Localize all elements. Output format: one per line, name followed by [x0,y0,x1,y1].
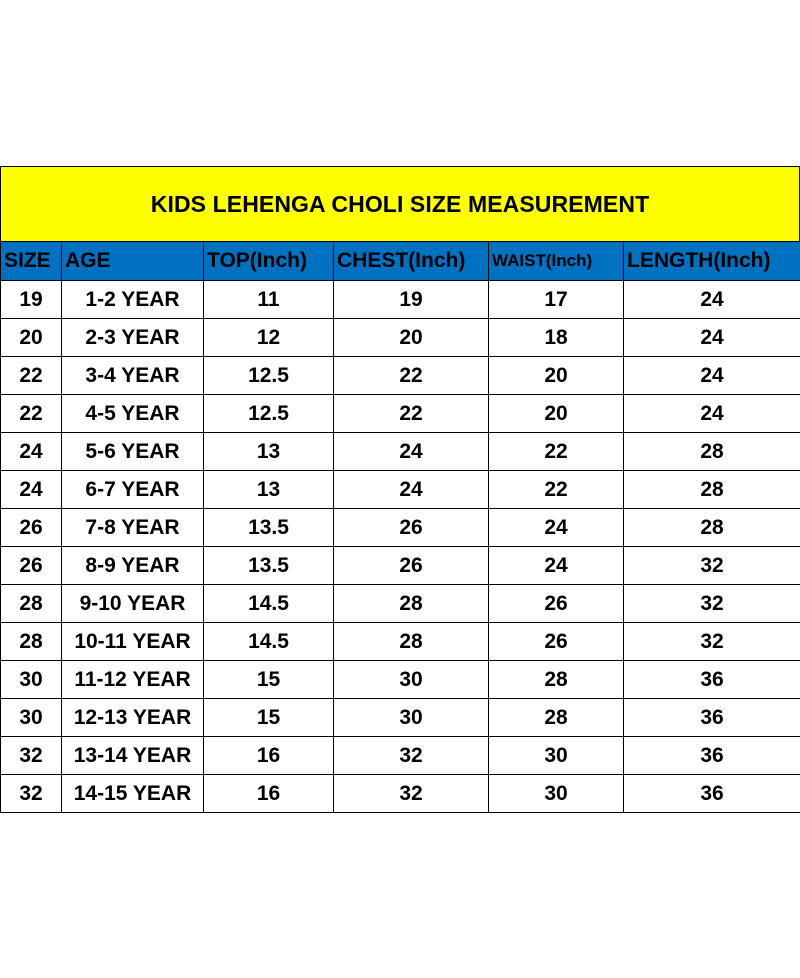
top-cell: 11 [204,281,334,319]
size-cell: 24 [1,433,62,471]
chest-cell: 24 [334,433,489,471]
top-cell: 16 [204,775,334,813]
table-row [1,395,800,433]
header-length: LENGTH(Inch) [624,242,800,281]
table-body [1,281,800,813]
age-cell: 9-10 YEAR [62,585,204,623]
size-cell: 20 [1,319,62,357]
length-cell: 32 [624,623,800,661]
top-cell: 13 [204,471,334,509]
top-cell: 12.5 [204,395,334,433]
table-row [1,357,800,395]
waist-cell: 20 [489,395,624,433]
chest-cell: 30 [334,699,489,737]
size-cell: 32 [1,737,62,775]
top-cell: 12 [204,319,334,357]
top-cell: 14.5 [204,585,334,623]
size-cell: 28 [1,623,62,661]
waist-cell: 30 [489,775,624,813]
waist-cell: 18 [489,319,624,357]
table-row [1,281,800,319]
table-row [1,775,800,813]
length-cell: 36 [624,661,800,699]
length-cell: 24 [624,281,800,319]
length-cell: 24 [624,357,800,395]
size-cell: 22 [1,357,62,395]
length-cell: 28 [624,471,800,509]
top-cell: 16 [204,737,334,775]
length-cell: 36 [624,775,800,813]
age-cell: 5-6 YEAR [62,433,204,471]
age-cell: 12-13 YEAR [62,699,204,737]
length-cell: 24 [624,395,800,433]
top-cell: 14.5 [204,623,334,661]
chest-cell: 22 [334,357,489,395]
age-cell: 10-11 YEAR [62,623,204,661]
length-cell: 32 [624,585,800,623]
measurement-table [0,241,800,813]
header-size: SIZE [1,242,62,281]
age-cell: 7-8 YEAR [62,509,204,547]
chest-cell: 19 [334,281,489,319]
chest-cell: 32 [334,775,489,813]
waist-cell: 26 [489,623,624,661]
waist-cell: 22 [489,433,624,471]
top-cell: 15 [204,699,334,737]
length-cell: 36 [624,699,800,737]
top-cell: 12.5 [204,357,334,395]
top-cell: 13 [204,433,334,471]
waist-cell: 26 [489,585,624,623]
length-cell: 28 [624,433,800,471]
length-cell: 24 [624,319,800,357]
table-row [1,471,800,509]
waist-cell: 17 [489,281,624,319]
size-cell: 26 [1,547,62,585]
chest-cell: 24 [334,471,489,509]
age-cell: 13-14 YEAR [62,737,204,775]
title-bar [0,166,800,241]
header-top: TOP(Inch) [204,242,334,281]
table-row [1,547,800,585]
age-cell: 4-5 YEAR [62,395,204,433]
length-cell: 28 [624,509,800,547]
length-cell: 36 [624,737,800,775]
waist-cell: 24 [489,547,624,585]
table-row [1,623,800,661]
chest-cell: 28 [334,623,489,661]
header-age: AGE [62,242,204,281]
waist-cell: 28 [489,661,624,699]
chest-cell: 26 [334,509,489,547]
chest-cell: 22 [334,395,489,433]
header-row [1,242,800,281]
waist-cell: 30 [489,737,624,775]
table-row [1,319,800,357]
top-cell: 15 [204,661,334,699]
top-cell: 13.5 [204,509,334,547]
chest-cell: 30 [334,661,489,699]
age-cell: 11-12 YEAR [62,661,204,699]
size-chart [0,166,800,813]
table-row [1,433,800,471]
size-cell: 32 [1,775,62,813]
age-cell: 2-3 YEAR [62,319,204,357]
waist-cell: 24 [489,509,624,547]
waist-cell: 22 [489,471,624,509]
chest-cell: 28 [334,585,489,623]
age-cell: 8-9 YEAR [62,547,204,585]
chest-cell: 20 [334,319,489,357]
size-cell: 24 [1,471,62,509]
table-row [1,737,800,775]
chart-title: KIDS LEHENGA CHOLI SIZE MEASUREMENT [150,190,650,217]
size-cell: 22 [1,395,62,433]
header-waist: WAIST(Inch) [489,242,624,281]
size-cell: 30 [1,661,62,699]
table-row [1,585,800,623]
age-cell: 1-2 YEAR [62,281,204,319]
chest-cell: 32 [334,737,489,775]
size-cell: 26 [1,509,62,547]
table-row [1,699,800,737]
age-cell: 14-15 YEAR [62,775,204,813]
waist-cell: 28 [489,699,624,737]
waist-cell: 20 [489,357,624,395]
size-cell: 19 [1,281,62,319]
chest-cell: 26 [334,547,489,585]
length-cell: 32 [624,547,800,585]
size-cell: 28 [1,585,62,623]
header-chest: CHEST(Inch) [334,242,489,281]
size-cell: 30 [1,699,62,737]
table-row [1,661,800,699]
table-row [1,509,800,547]
age-cell: 3-4 YEAR [62,357,204,395]
age-cell: 6-7 YEAR [62,471,204,509]
top-cell: 13.5 [204,547,334,585]
